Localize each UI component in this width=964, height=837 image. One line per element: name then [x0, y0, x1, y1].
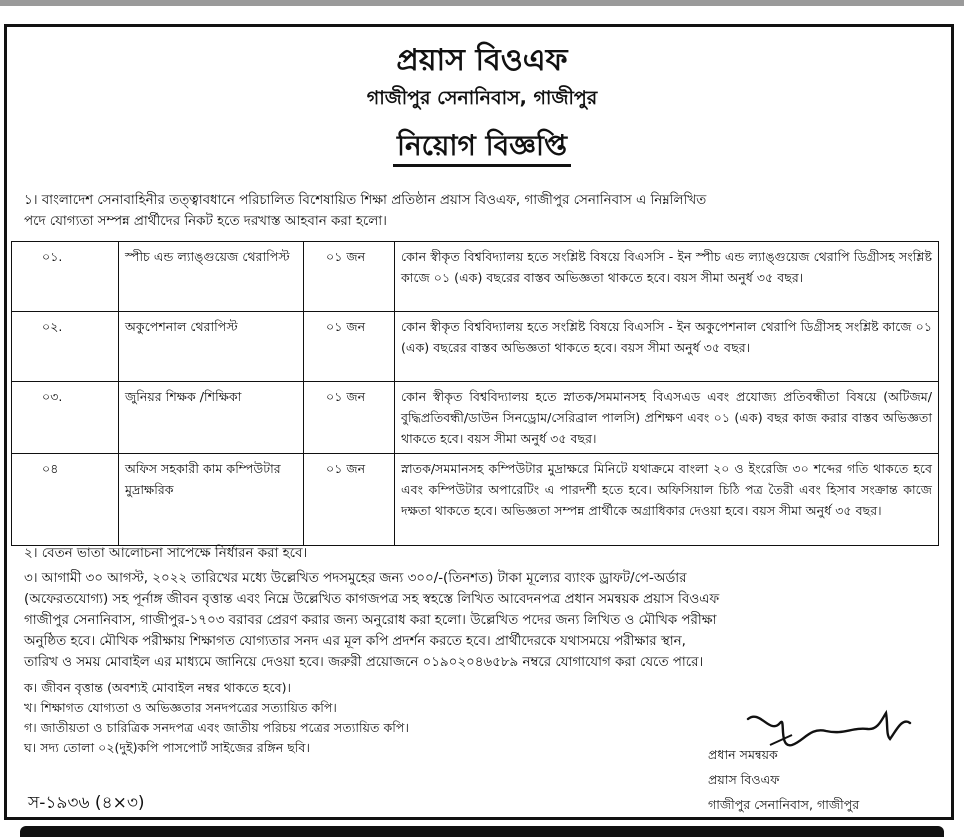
org-location: গাজীপুর সেনানিবাস, গাজীপুর	[366, 87, 598, 109]
intro-line-1: ১। বাংলাদেশ সেনাবাহিনীর তত্ত্বাবধানে পরিচালিত বিশেষায়িত শিক্ষা প্রতিষ্ঠান প্রয়াস বিওএফ, গাজীপুর সেনানিবাস এ নিম্নলিখিত	[24, 193, 707, 208]
signatory-org: প্রয়াস বিওএফ	[708, 772, 780, 787]
application-line: (অফেরতযোগ্য) সহ পূর্নাঙ্গ জীবন বৃত্তান্ত এবং নিম্নে উল্লেখিত কাগজপত্র সহ স্বহস্তে লিখিত আবেদনপত্র প্রধান সমন্বয়ক প্রয়াস বিওএফ	[24, 592, 720, 607]
position-title: অকুপেশনাল থেরাপিস্ট	[119, 312, 304, 382]
position-count: ০১ জন	[304, 312, 395, 382]
position-serial: ০৩.	[12, 382, 119, 454]
signatory-location: গাজীপুর সেনানিবাস, গাজীপুর	[708, 797, 860, 812]
document-item: ঘ। সদ্য তোলা ০২(দুই)কপি পাসপোর্ট সাইজের রঙ্গিন ছবি।	[24, 740, 311, 755]
top-divider	[0, 0, 964, 6]
org-name: প্রয়াস বিওএফ	[396, 43, 568, 78]
application-line: তারিখ ও সময় মোবাইল এর মাধ্যমে জানিয়ে দেওয়া হবে। জরুরী প্রয়োজনে ০১৯০২০৪৬৫৮৯ নম্বরে যোগাযোগ করা যেতে পারে।	[24, 655, 704, 670]
position-title: অফিস সহকারী কাম কম্পিউটার মুদ্রাক্ষরিক	[119, 454, 304, 546]
position-qualification: কোন স্বীকৃত বিশ্ববিদ্যালয় হতে স্নাতক/সমমানসহ বিএসএড এবং প্রযোজ্য প্রতিবন্ধীতা বিষয়ে (অটিজম/ বুদ্ধিপ্রতিবন্ধী/ডাউন সিনড্রোম/সেরিব্রাল পালসি) প্রশিক্ষণ এবং ০১ (এক) বছর কাজ করার বাস্তব অভিজ্ঞতা থাকতে হবে। বয়স সীমা অনুর্ধ ৩৫ বছর।	[395, 382, 939, 454]
document-item: ক। জীবন বৃত্তান্ত (অবশ্যই মোবাইল নম্বর থাকতে হবে)।	[24, 680, 292, 695]
position-title: স্পীচ এন্ড ল্যাঙ্গুয়েজ থেরাপিস্ট	[119, 242, 304, 312]
position-count: ০১ জন	[304, 454, 395, 546]
signatory-designation: প্রধান সমন্বয়ক	[708, 747, 778, 762]
positions-table	[11, 241, 939, 546]
salary-note: ২। বেতন ভাতা আলোচনা সাপেক্ষে নির্ধারন করা হবে।	[24, 546, 308, 561]
table-row	[12, 242, 939, 312]
position-qualification: স্নাতক/সমমানসহ কম্পিউটার মুদ্রাক্ষরে মিনিটে যথাক্রমে বাংলা ২০ ও ইংরেজি ৩০ শব্দের গতি থাকতে হবে এবং কম্পিউটার অপারেটিং এ পারদর্শী হতে হবে। অফিসিয়াল চিঠি পত্র তৈরী এবং হিসাব সংক্রান্ত কাজে দক্ষতা থাকতে হবে। অভিজ্ঞতা সম্পন্ন প্রার্থীকে অগ্রাধিকার দেওয়া হবে। বয়স সীমা অনুর্ধ ৩৫ বছর।	[395, 454, 939, 546]
table-row	[12, 382, 939, 454]
document-item: খ। শিক্ষাগত যোগ্যতা ও অভিজ্ঞতার সনদপত্রের সত্যায়িত কপি।	[24, 700, 337, 715]
position-qualification: কোন স্বীকৃত বিশ্ববিদ্যালয় হতে সংশ্লিষ্ট বিষয়ে বিএসসি - ইন অকুপেশনাল থেরাপি ডিগ্রীসহ সংশ্লিষ্ট কাজে ০১ (এক) বছরের বাস্তব অভিজ্ঞতা থাকতে হবে। বয়স সীমা অনুর্ধ ৩৫ বছর।	[395, 312, 939, 382]
notice-title: নিয়োগ বিজ্ঞপ্তি	[393, 129, 571, 167]
bottom-divider	[20, 826, 944, 837]
position-qualification: কোন স্বীকৃত বিশ্ববিদ্যালয় হতে সংশ্লিষ্ট বিষয়ে বিএসসি - ইন স্পীচ এন্ড ল্যাঙ্গুয়েজ থেরাপি ডিগ্রীসহ সংশ্লিষ্ট কাজে ০১ (এক) বছরের বাস্তব অভিজ্ঞতা থাকতে হবে। বয়স সীমা অনুর্ধ ৩৫ বছর।	[395, 242, 939, 312]
table-row	[12, 454, 939, 546]
position-serial: ০২.	[12, 312, 119, 382]
position-count: ০১ জন	[304, 242, 395, 312]
position-serial: ০১.	[12, 242, 119, 312]
intro-line-2: পদে যোগ্যতা সম্পন্ন প্রার্থীদের নিকট হতে দরখাস্ত আহবান করা হলো।	[24, 214, 387, 229]
application-line: ৩। আগামী ৩০ আগস্ট, ২০২২ তারিখের মধ্যে উল্লেখিত পদসমুহের জন্য ৩০০/-(তিনশত) টাকা মূল্যের ব্যাংক ড্রাফট/পে-অর্ডার	[24, 571, 687, 586]
position-count: ০১ জন	[304, 382, 395, 454]
reference-number: স-১৯৩৬ (৪×৩)	[28, 793, 145, 813]
application-line: অনুষ্ঠিত হবে। মৌখিক পরীক্ষায় শিক্ষাগত যোগ্যতার সনদ এর মূল কপি প্রদর্শন করতে হবে। প্রার্থীদেরকে যথাসময়ে পরীক্ষার স্থান,	[24, 634, 686, 649]
position-serial: ০৪	[12, 454, 119, 546]
application-line: গাজীপুর সেনানিবাস, গাজীপুর-১৭০৩ বরাবর প্রেরণ করার জন্য অনুরোধ করা হলো। উল্লেখিত পদের জন্য লিখিত ও মৌখিক পরীক্ষা	[24, 613, 717, 628]
document-item: গ। জাতীয়তা ও চারিত্রিক সনদপত্র এবং জাতীয় পরিচয় পত্রের সত্যায়িত কপি।	[24, 720, 409, 735]
table-row	[12, 312, 939, 382]
position-title: জুনিয়র শিক্ষক /শিক্ষিকা	[119, 382, 304, 454]
notice-title-wrap	[0, 124, 964, 171]
